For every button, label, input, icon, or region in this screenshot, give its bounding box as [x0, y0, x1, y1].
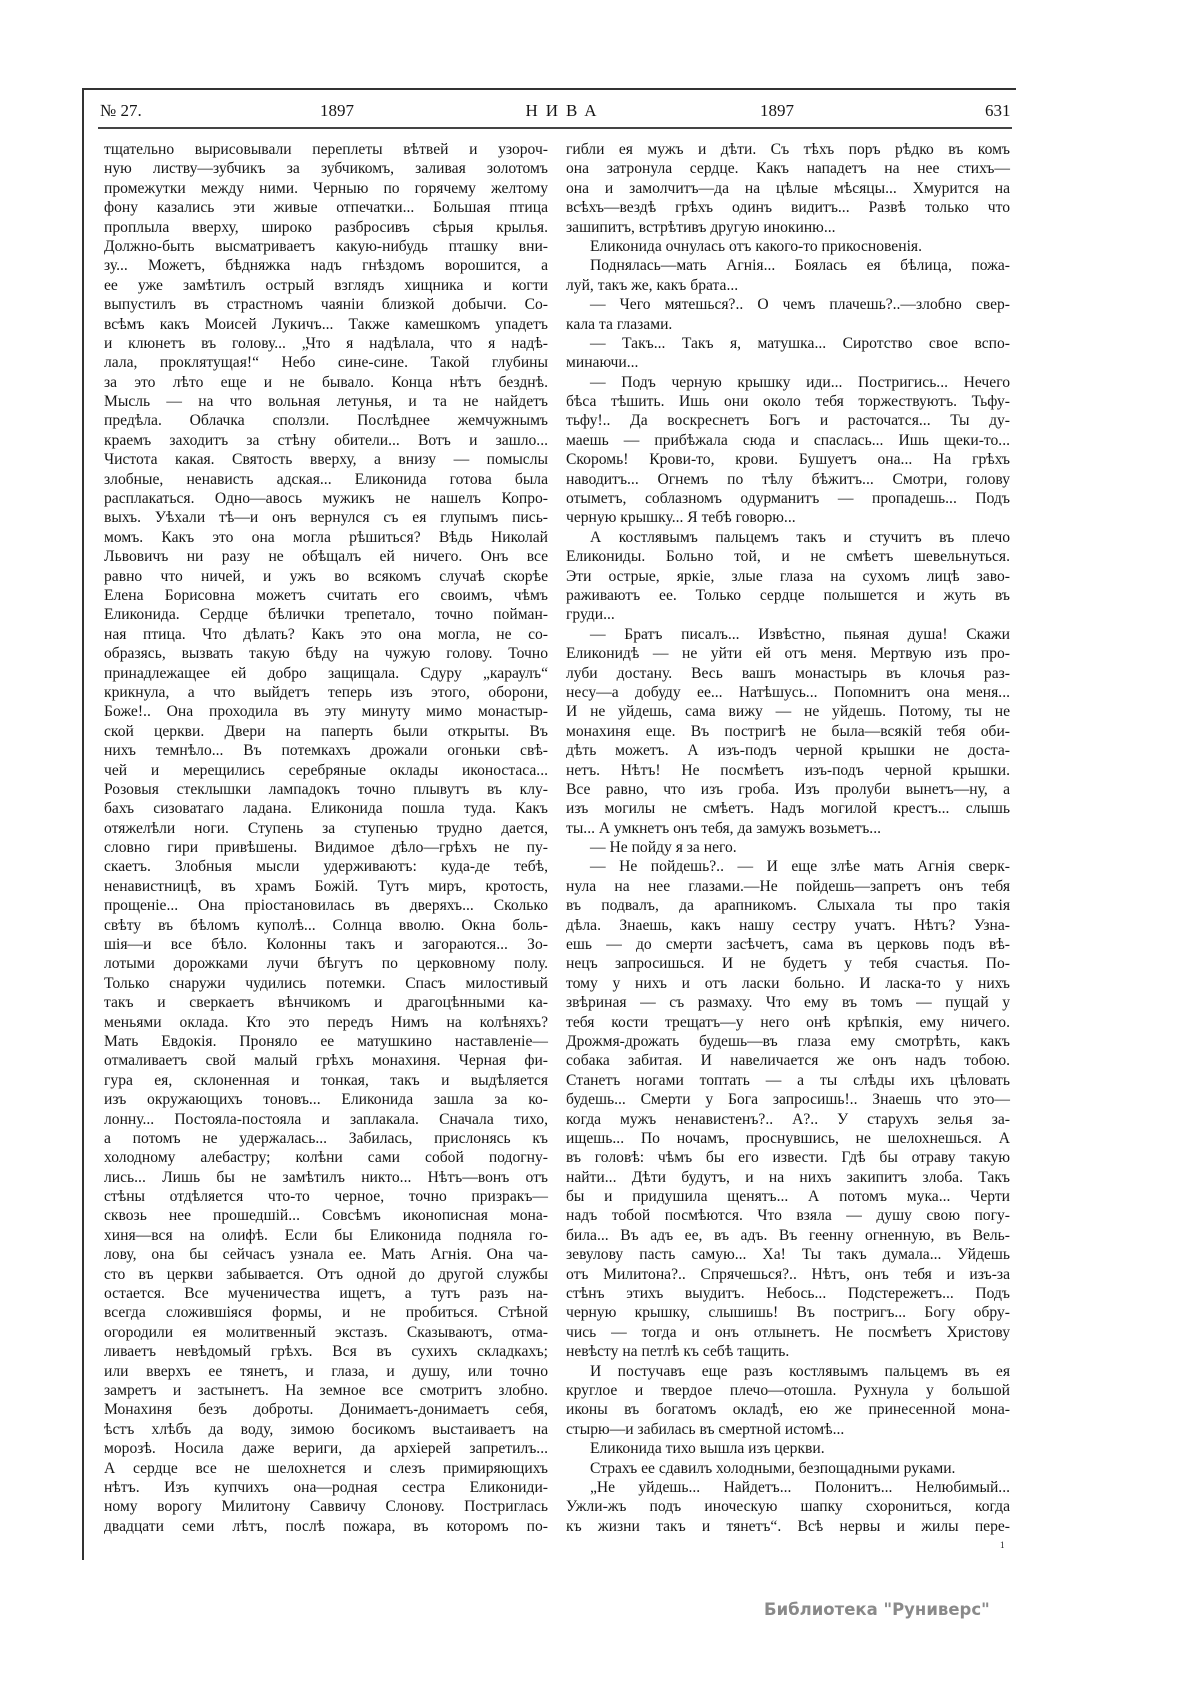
text-line: остается. Все мученичества ищетъ, а тутъ разъ на-	[104, 1285, 548, 1303]
paragraph	[566, 838, 1010, 857]
text-line: равно что ничей, и ужъ во всякомъ случаѣ скорѣе	[104, 567, 548, 585]
text-line: Все равно, что изъ гроба. Изъ пролуби вынетъ—ну, а	[566, 780, 1010, 798]
text-line: — Братъ писалъ... Извѣстно, пьяная душа! Скажи	[590, 625, 1010, 643]
paragraph	[566, 625, 1010, 838]
text-line: нетъ. Нѣтъ! Не посмѣетъ изъ-подъ черной крышки.	[566, 761, 1010, 779]
text-line: Мать Евдокія. Проняло ее матушкино наставленіе—	[104, 1032, 548, 1050]
text-line: луби достану. Весь вашъ монастырь въ клочья раз-	[566, 664, 1010, 682]
text-line: — Не пойдешь?.. — И еще злѣе мать Агнія сверк-	[590, 858, 1010, 876]
text-line: скаетъ. Злобныя мысли удерживаютъ: куда-де тебѣ,	[104, 858, 548, 876]
text-line: Боже!.. Она проходила въ эту минуту мимо монастыр-	[104, 703, 548, 721]
text-line: замретъ и застынетъ. На земное все смотритъ злобно.	[104, 1382, 548, 1399]
text-line: прощеніе... Она пріостановилась въ дверяхъ... Сколько	[104, 897, 548, 915]
text-line: Только снаружи чудились потемки. Спасъ милостивый	[104, 974, 548, 992]
text-line: лову, она бы сейчасъ узнала ее. Мать Агнія. Она ча-	[104, 1246, 548, 1264]
text-line: выхъ. Уѣхали тѣ—и онъ вернулся съ ея глупымъ пись-	[104, 509, 548, 527]
paragraph	[104, 140, 548, 1536]
text-line: ному ворогу Милитону Саввичу Слонову. Постриглась	[104, 1498, 548, 1516]
text-line: лотыми дорожками лучи бѣгутъ по церковному полу.	[104, 955, 548, 973]
header-rule	[98, 127, 1012, 129]
text-line: ищешь... По ночамъ, проснувшись, не шелохнешься. А	[566, 1129, 1010, 1147]
text-line: — Подъ черную крышку иди... Постригись... Нечего	[590, 373, 1010, 391]
text-line: чись — тогда и онъ отлынетъ. Не посмѣетъ Христову	[566, 1323, 1010, 1341]
text-line: краемъ заходитъ за стѣну обители... Вотъ и зашло...	[104, 431, 548, 449]
text-line: она затронула сердце. Какъ нападетъ на нее стихъ—	[566, 160, 1010, 178]
text-column-left	[104, 140, 548, 1536]
text-line: огородили ея молитвенный экстазъ. Сказываютъ, отма-	[104, 1323, 548, 1341]
text-line: Поднялась—мать Агнія... Боялась ея бѣлица, пожа-	[590, 257, 1010, 275]
text-line: Еликонида. Сердце бѣлички трепетало, точно пойман-	[104, 606, 548, 624]
year-left: 1897	[320, 101, 354, 120]
text-line: Мысль — на что вольная летунья, и та не найдетъ	[104, 393, 548, 411]
text-line: — Чего мятешься?.. О чемъ плачешь?..—злобно свер-	[590, 296, 1010, 314]
text-line: чей и мерещились серебряные оклады иконостаса...	[104, 761, 548, 779]
text-line: она и замолчитъ—да на цѣлые мѣсяцы... Хмурится на	[566, 179, 1010, 197]
year-right: 1897	[760, 101, 794, 120]
text-line: минаючи...	[566, 354, 639, 372]
text-line: нула на нее глазами.—Не пойдешь—запретъ онъ тебя	[566, 877, 1010, 895]
text-line: свѣту въ бѣломъ куполѣ... Солнца вволю. Окна боль-	[104, 916, 548, 934]
text-line: собака забитая. И навеличается же онъ надъ тобою.	[566, 1052, 1010, 1070]
text-line: ная птица. Что дѣлать? Какъ это она могла, не со-	[104, 625, 548, 643]
text-line: нецъ запросишься. И не будетъ у тебя счастья. По-	[566, 955, 1010, 973]
text-line: ненавистницѣ, въ храмъ Божій. Тутъ миръ, кротость,	[104, 877, 548, 895]
text-line: ливаетъ невѣдомый грѣхъ. Вся въ сухихъ складкахъ;	[104, 1343, 548, 1361]
paragraph	[566, 1459, 1010, 1478]
text-line: кала та глазами.	[566, 315, 673, 333]
text-line: Станетъ ногами топтать — а ты слѣды ихъ цѣловать	[566, 1071, 1010, 1089]
text-line: раживаютъ ее. Только сердце полышется и жуть въ	[566, 586, 1010, 604]
paragraph	[566, 256, 1010, 295]
text-line: въ головѣ: чѣмъ бы его извести. Гдѣ бы отраву такую	[566, 1149, 1010, 1167]
text-line: принадлежащее ей добро защищала. Сдуру „караулъ“	[104, 664, 548, 682]
paragraph	[566, 373, 1010, 528]
text-line: тому у нихъ и отъ ласки больно. И ласка-то у нихъ	[566, 974, 1010, 992]
text-column-right	[566, 140, 1010, 1536]
text-line: зашипитъ, встрѣтивъ другую инокиню...	[566, 218, 836, 236]
running-header	[0, 101, 1201, 125]
paragraph	[566, 334, 1010, 373]
text-line: луй, такъ же, какъ брата...	[566, 276, 739, 294]
issue-number: № 27.	[100, 101, 142, 120]
text-line: Эти острые, яркіе, злые глаза на сухомъ лицѣ заво-	[566, 567, 1010, 585]
text-line: гура ея, склоненная и тонкая, такъ и выдѣляется	[104, 1071, 548, 1089]
magazine-title: НИВА	[525, 101, 605, 120]
text-line: шія—и все бѣло. Колонны такъ и загораются... Зо-	[104, 936, 548, 954]
text-line: Дрожмя-дрожать будешь—въ глаза ему смотрѣть, какъ	[566, 1032, 1010, 1050]
text-line: нѣтъ. Изъ купчихъ она—родная сестра Еликониди-	[104, 1478, 548, 1496]
text-line: А костлявымъ пальцемъ такъ и стучитъ въ плечо	[590, 528, 1010, 546]
paragraph	[566, 295, 1010, 334]
text-line: Елена Борисовна можетъ считать его своимъ, чѣмъ	[104, 586, 548, 604]
paragraph	[566, 1439, 1010, 1458]
text-line: гибли ея мужъ и дѣти. Съ тѣхъ поръ рѣдко въ комъ	[566, 141, 1010, 158]
text-line: промежутки между ними. Черныю по горячему желтому	[104, 179, 548, 197]
text-line: меньями оклада. Кто это передъ Нимъ на колѣняхъ?	[104, 1013, 548, 1031]
text-line: Скоромь! Крови-то, крови. Бушуетъ она... На грѣхъ	[566, 451, 1010, 469]
text-line: и клюнетъ въ голову... „Что я надѣлала, что я надѣ-	[104, 334, 548, 352]
text-line: предѣла. Облачка сползли. Послѣднее жемчужнымъ	[104, 412, 548, 430]
text-line: Монахиня безъ доброты. Донимаетъ-донимаетъ себя,	[104, 1401, 548, 1419]
text-line: ской церкви. Двери на паперть были открыты. Въ	[104, 722, 548, 740]
text-line: бахъ сизоватаго ладана. Еликонида пошла туда. Какъ	[104, 800, 548, 818]
text-line: къ жизни такъ и тянетъ“. Всѣ нервы и жилы пере-	[566, 1517, 1010, 1535]
text-line: зу... Можетъ, бѣдняжка надъ гнѣздомъ ворошится, а	[104, 257, 548, 275]
text-line: холодному алебастру; колѣни сами собой подогну-	[104, 1149, 548, 1167]
text-line: за это лѣто еще и не бывало. Конца нѣтъ безднѣ.	[104, 373, 548, 391]
text-line: найти... Дѣти будутъ, и на нихъ закипитъ злоба. Такъ	[566, 1168, 1010, 1186]
text-line: злобные, ненависть адская... Еликонида готова была	[104, 470, 548, 488]
text-line: тебя кости трещатъ—у него онѣ крѣпкія, ему ничего.	[566, 1013, 1010, 1031]
text-line: а потомъ не удержалась... Забилась, прислонясь къ	[104, 1129, 548, 1147]
text-line: груди...	[566, 606, 615, 624]
text-line: монахиня еще. Въ постригѣ не была—всякій тебя оби-	[566, 722, 1010, 740]
paragraph	[566, 237, 1010, 256]
text-line: ную листву—зубчикъ за зубчикомъ, заливая золотомъ	[104, 160, 548, 178]
text-line: надъ тобой посмѣются. Что взяла — душу свою погу-	[566, 1207, 1010, 1225]
text-line: Еликониды. Больно той, и не смѣетъ шевельнуться.	[566, 548, 1010, 566]
text-line: всегда сложившіяся формы, и не пробиться. Стѣной	[104, 1304, 548, 1322]
paragraph	[566, 1362, 1010, 1440]
text-line: отыметъ, соблазномъ одурманитъ — пропадешь... Подъ	[566, 490, 1010, 508]
paragraph	[566, 857, 1010, 1361]
text-line: И не уйдешь, сама вижу — не уйдешь. Потому, ты не	[566, 703, 1010, 721]
text-line: стѣны отдѣляется что-то черное, точно призракъ—	[104, 1188, 548, 1206]
paragraph	[566, 140, 1010, 237]
text-line: бѣса тѣшить. Ишь они около тебя торжествуютъ. Тьфу-	[566, 393, 1010, 411]
text-line: несу—а добуду ее... Натѣшусь... Попомнитъ она меня...	[566, 683, 1010, 701]
text-line: лала, проклятущая!“ Небо сине-сине. Такой глубины	[104, 354, 548, 372]
text-line: — Такъ... Такъ я, матушка... Сиротство свое вспо-	[590, 334, 1010, 352]
text-line: ѣстъ хлѣбъ да воду, зимою босикомъ выстаиваетъ на	[104, 1420, 548, 1438]
text-line: круглое и твердое плечо—отошла. Рухнула у большой	[566, 1382, 1010, 1399]
text-line: хиня—вся на олифѣ. Если бы Еликонида подняла го-	[104, 1226, 548, 1244]
text-line: стѣнъ этихъ выудитъ. Небось... Подстережетъ... Подъ	[566, 1285, 1010, 1303]
text-line: Львовичъ ни разу не обѣщалъ ей ничего. Онъ все	[104, 548, 548, 566]
text-line: черную крышку, слышишь! Въ постригъ... Богу обру-	[566, 1304, 1010, 1322]
paragraph	[566, 528, 1010, 625]
text-line: фону казались эти живые отпечатки... Большая птица	[104, 199, 548, 217]
text-line: ты... А умкнетъ онъ тебя, да замужъ возьметъ...	[566, 819, 881, 837]
text-line: зевулову пасть самую... Ха! Ты такъ думала... Уйдешь	[566, 1246, 1010, 1264]
page-number: 631	[985, 101, 1011, 120]
text-line: нихъ темнѣло... Въ потемкахъ дрожали огоньки свѣ-	[104, 742, 548, 760]
text-line: проплыла вверху, широко разбросивъ сѣрыя крылья.	[104, 218, 548, 236]
text-line: изъ могилы не смѣетъ. Надъ могилой крестъ... слышь	[566, 800, 1010, 818]
text-line: морозѣ. Носила даже вериги, да архіерей запретилъ...	[104, 1440, 548, 1458]
text-line: бы и придушила щенятъ... А потомъ мука... Черти	[566, 1188, 1010, 1206]
text-line: маешь — прибѣжала сюда и спаслась... Ишь щеки-то...	[566, 431, 1010, 449]
text-line: сквозь нее прошедшій... Совсѣмъ иконописная мона-	[104, 1207, 548, 1225]
text-line: двадцати семи лѣтъ, послѣ пожара, въ которомъ по-	[104, 1517, 548, 1535]
text-line: момъ. Какъ это она могла рѣшиться? Вѣдь Николай	[104, 528, 548, 546]
text-line: будешь... Смерти у Бога запросишь!.. Знаешь что это—	[566, 1091, 1010, 1109]
text-line: — Не пойду я за него.	[590, 839, 737, 857]
text-line: дѣла. Знаешь, какъ нашу сестру учатъ. Нѣтъ? Узна-	[566, 916, 1010, 934]
text-line: иконы въ богатомъ окладѣ, ею же принесенной мона-	[566, 1401, 1010, 1419]
text-line: выпустилъ въ страстномъ чаяніи близкой добычи. Со-	[104, 296, 548, 314]
text-line: звѣриная — съ размаху. Что ему въ томъ — пущай у	[566, 994, 1010, 1012]
text-line: всѣмъ какъ Моисей Лукичъ... Также камешкомъ упадетъ	[104, 315, 548, 333]
text-line: отъ Милитона?.. Спрячешься?.. Нѣтъ, онъ тебя и изъ-за	[566, 1265, 1010, 1283]
signature-mark: 1	[1000, 1540, 1005, 1550]
text-line: била... Въ адъ ее, въ адъ. Въ геенну огненную, въ Вель-	[566, 1226, 1010, 1244]
library-watermark: Библиотека "Руниверс"	[764, 1600, 990, 1619]
paragraph	[566, 1478, 1010, 1536]
text-line: лись... Лишь бы не замѣтилъ никто... Нѣтъ—вонъ отъ	[104, 1168, 548, 1186]
text-line: Еликонида очнулась отъ какого-то прикосновенія.	[590, 237, 922, 255]
text-line: наводитъ... Огнемъ по тѣлу бѣжитъ... Смотри, голову	[566, 470, 1010, 488]
text-line: Должно-быть высматриваетъ какую-нибудь пташку вни-	[104, 237, 548, 255]
text-line: стырю—и забилась въ смертной истомѣ...	[566, 1420, 845, 1438]
text-line: въ подвалъ, да арапникомъ. Слыхала ты про такія	[566, 897, 1010, 915]
text-line: Чистота какая. Святость вверху, а внизу — помыслы	[104, 451, 548, 469]
text-line: дѣть можетъ. А изъ-подъ черной крышки не доста-	[566, 742, 1010, 760]
text-line: ешь — до смерти засѣчетъ, сама въ церковь подъ вѣ-	[566, 936, 1010, 954]
text-line: образясь, вызвать такую бѣду на чужую голову. Точно	[104, 645, 548, 663]
text-line: лонну... Постояла-постояла и заплакала. Сначала тихо,	[104, 1110, 548, 1128]
text-line: Еликонида тихо вышла изъ церкви.	[590, 1440, 825, 1458]
text-line: расплакаться. Одно—авось мужикъ не нашелъ Копро-	[104, 490, 548, 508]
text-line: тщательно вырисовывали переплеты вѣтвей и узороч-	[104, 141, 548, 158]
text-line: „Не уйдешь... Найдетъ... Полонитъ... Нелюбимый...	[590, 1478, 1010, 1496]
text-line: тьфу!.. Да воскреснетъ Богъ и расточатся... Ты ду-	[566, 412, 1010, 430]
text-line: всѣхъ—вездѣ грѣхъ одинъ видитъ... Развѣ только что	[566, 199, 1010, 217]
text-line: А сердце все не шелохнется и слезъ примиряющихъ	[104, 1459, 548, 1477]
text-line: отяжелѣли ноги. Ступень за ступенью трудно дается,	[104, 819, 548, 837]
text-line: Еликонидѣ — не уйти ей отъ меня. Мертвую изъ про-	[566, 645, 1010, 663]
text-line: словно гири привѣшены. Видимое дѣло—грѣхъ не пу-	[104, 839, 548, 857]
text-line: невѣсту на петлѣ къ себѣ тащить.	[566, 1343, 790, 1361]
text-line: сто въ церкви забывается. Отъ одной до другой службы	[104, 1265, 548, 1283]
text-line: И постучавъ еще разъ костлявымъ пальцемъ въ ея	[590, 1362, 1010, 1380]
text-line: крикнула, а что выйдетъ теперь изъ этого, оборони,	[104, 683, 548, 701]
text-line: Розовыя стеклышки лампадокъ точно плывутъ въ клу-	[104, 780, 548, 798]
text-line: ее уже замѣтилъ острый взглядъ хищника и когти	[104, 276, 548, 294]
text-line: Ужли-жъ подъ иноческую шапку схорониться, когда	[566, 1498, 1010, 1516]
text-line: такъ и сверкаетъ вѣнчикомъ и драгоцѣнными ка-	[104, 994, 548, 1012]
text-line: Страхъ ее сдавилъ холодными, безпощадными руками.	[590, 1459, 956, 1477]
text-line: черную крышку... Я тебѣ говорю...	[566, 509, 796, 527]
text-line: или вверхъ ее тянетъ, и глаза, и душу, или точно	[104, 1362, 548, 1380]
text-line: изъ окружающихъ тоновъ... Еликонида зашла за ко-	[104, 1091, 548, 1109]
text-line: когда мужъ ненавистенъ?.. А?.. У старухъ зелья за-	[566, 1110, 1010, 1128]
text-line: отмаливаетъ свой малый грѣхъ монахиня. Черная фи-	[104, 1052, 548, 1070]
